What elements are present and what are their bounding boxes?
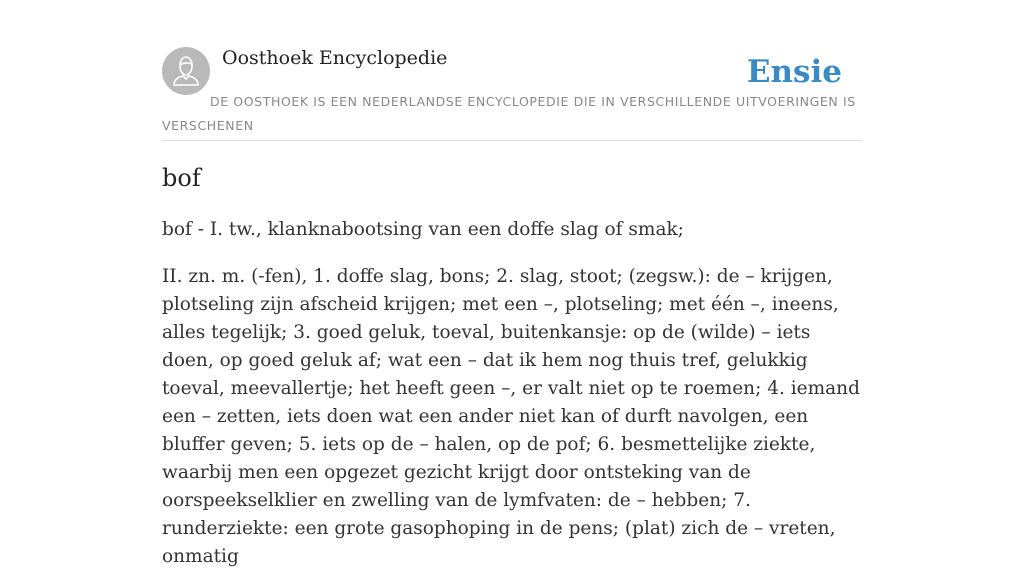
- publication-name[interactable]: Oosthoek Encyclopedie: [222, 47, 448, 69]
- ensie-logo[interactable]: Ensie: [746, 54, 842, 90]
- publication-description: DE OOSTHOEK IS EEN NEDERLANDSE ENCYCLOPEDIE DIE IN VERSCHILLENDE UITVOERINGEN IS VERSCHENEN: [162, 94, 856, 133]
- entry-paragraph-2: II. zn. m. (-fen), 1. doffe slag, bons; 2. slag, stoot; (zegsw.): de – krijgen, plotseling zijn afscheid krijgen; met een –, plotseling; met één –, ineens, alles tegelijk; 3. goed geluk, toeval, buitenkansje: op de (wilde) – iets doen, op goed geluk af; wat een – dat ik hem nog thuis tref, gelukkig toeval, meevallertje; het heeft geen –, er valt niet op te roemen; 4. iemand een – zetten, iets doen wat een ander niet kan of durft navolgen, een bluffer geven; 5. iets op de – halen, op de pof; 6. besmettelijke ziekte, waarbij men een opgezet gezicht krijgt door ontsteking van de oorspeekselklier en zwelling van de lymfvaten: de – hebben; 7. runderziekte: een grote gasophoping in de pens; (plat) zich de – vreten, onmatig: [162, 266, 860, 567]
- publication-avatar[interactable]: [162, 47, 210, 95]
- publication-header: [162, 46, 862, 141]
- user-silhouette-icon: [162, 47, 210, 95]
- entry-paragraph-1: bof - I. tw., klanknabootsing van een doffe slag of smak;: [162, 219, 684, 240]
- entry-title: bof: [162, 164, 201, 192]
